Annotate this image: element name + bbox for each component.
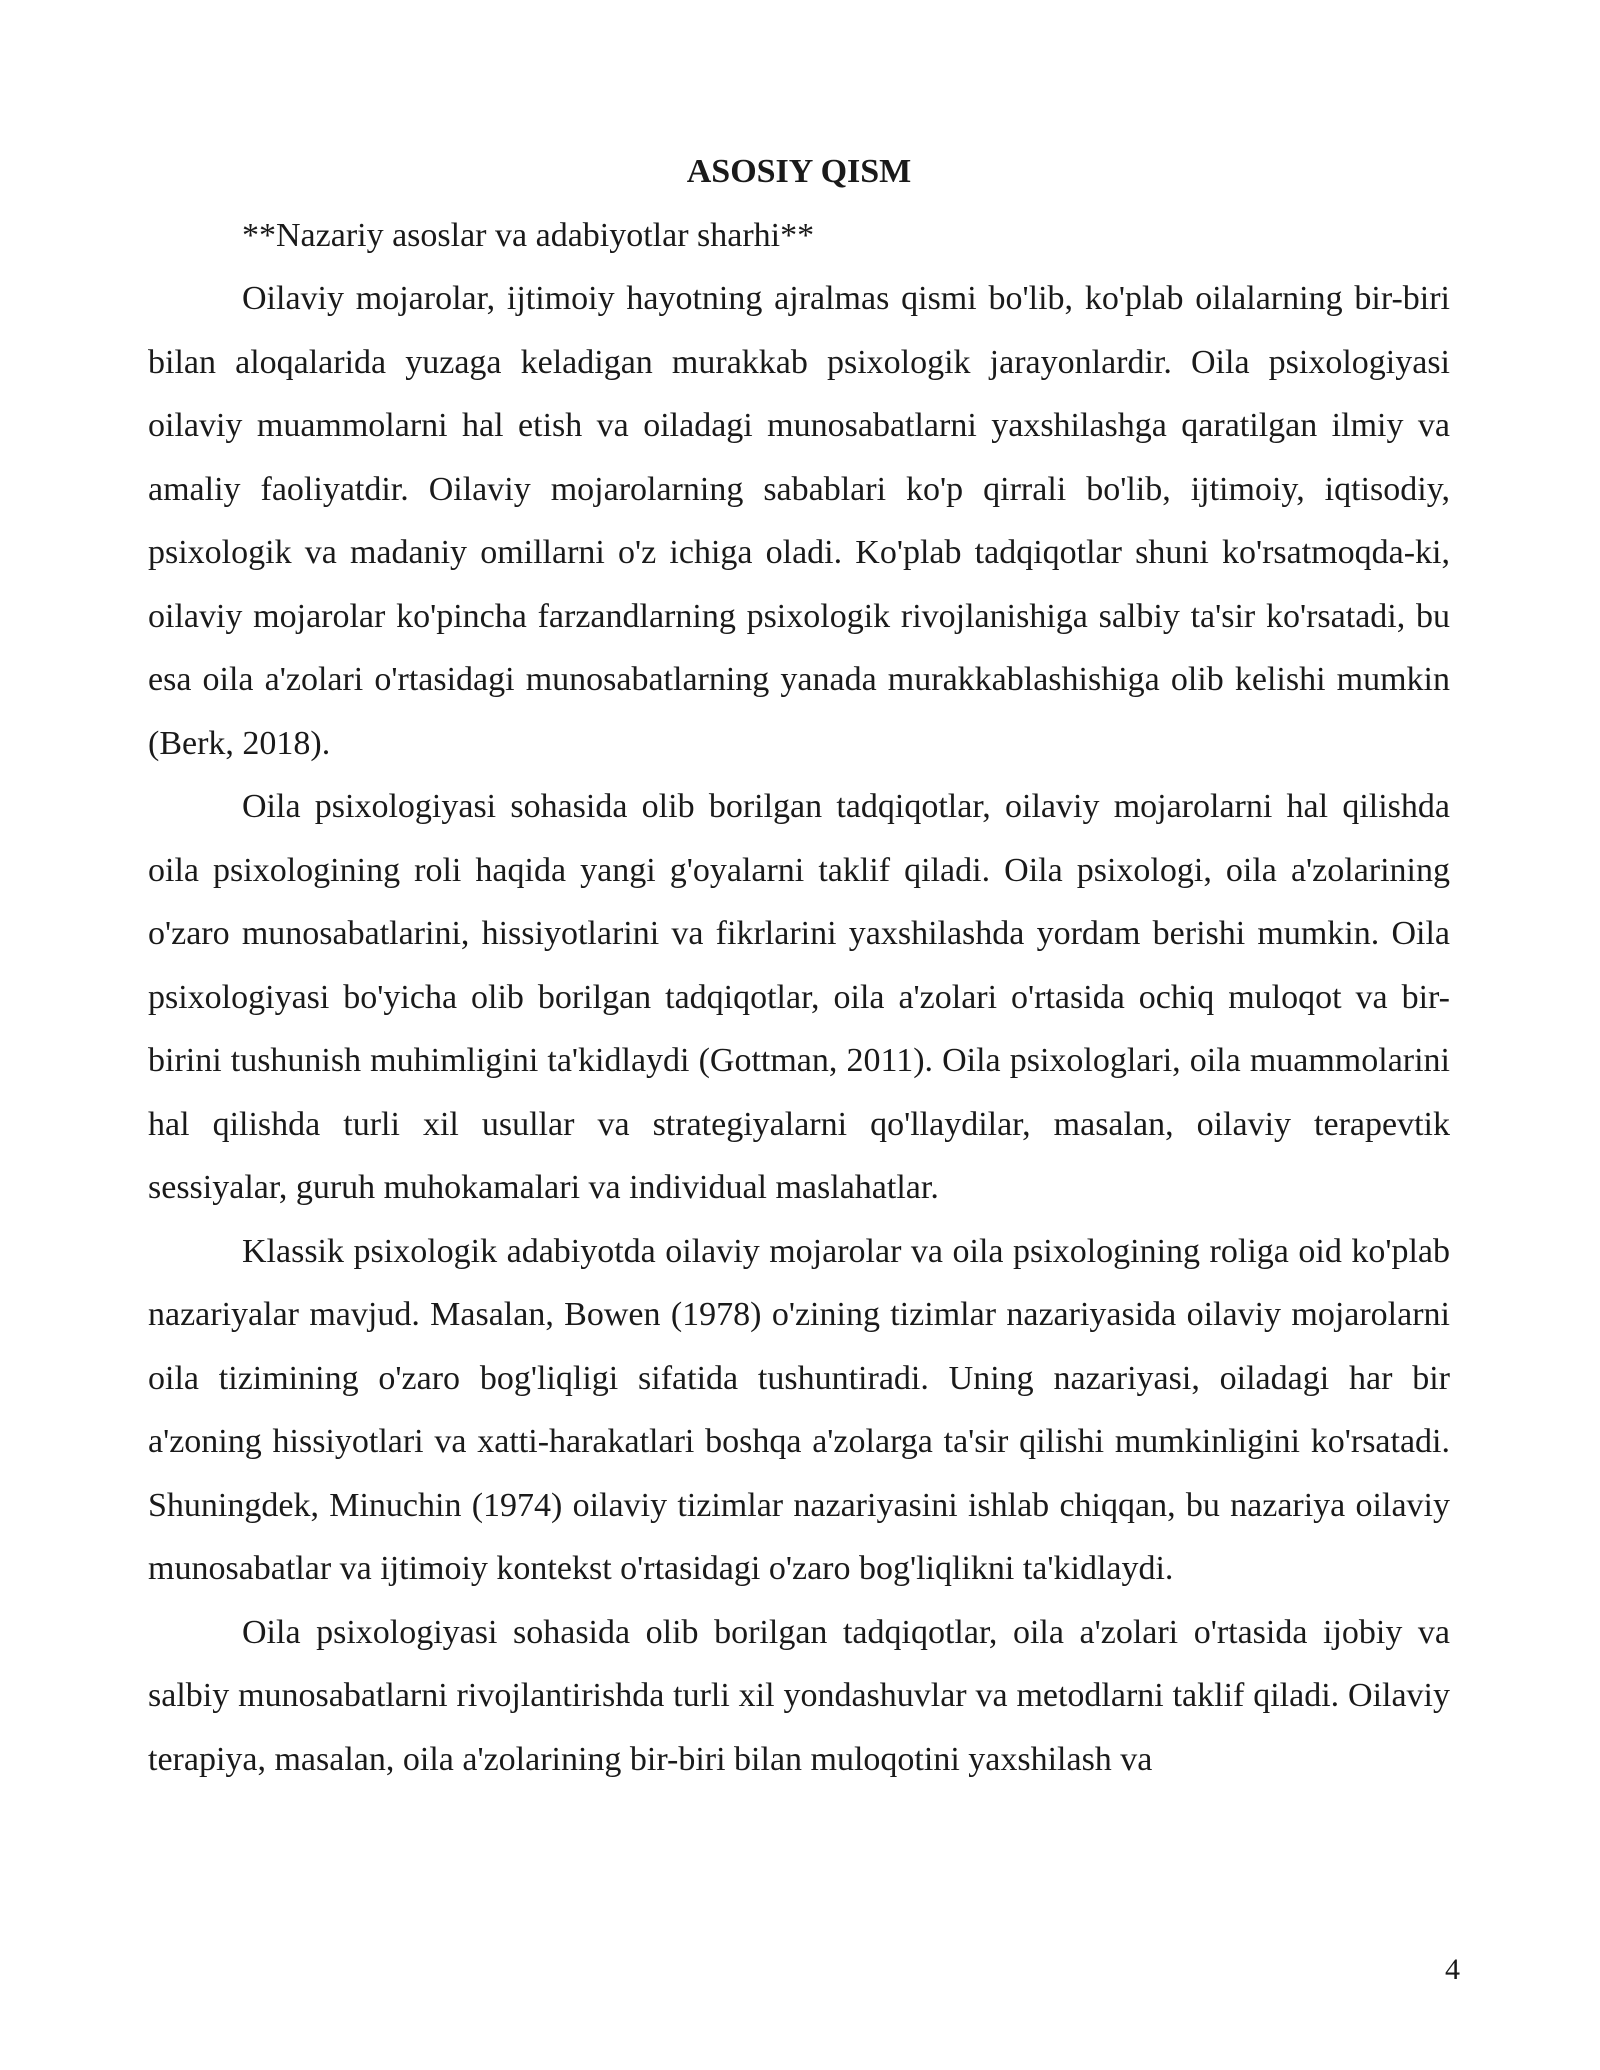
paragraph: Oila psixologiyasi sohasida olib borilgan tadqiqotlar, oila a'zolari o'rtasida ijobiy va salbiy munosabatlarni rivojlantirishda turli xil yondashuvlar va metodlarni taklif qiladi. Oilaviy terapiya, masalan, oila a'zolarining bir-biri bilan muloqotini yaxshilash va [148, 1613, 1450, 1778]
page-content [148, 140, 1450, 1791]
section-title: ASOSIY QISM [686, 153, 912, 190]
page-number: 4 [1445, 1953, 1460, 1986]
section-subheading: **Nazariy asoslar va adabiyotlar sharhi** [242, 216, 815, 254]
paragraph: Oila psixologiyasi sohasida olib borilgan tadqiqotlar, oilaviy mojarolarni hal qilishda oila psixologining roli haqida yangi g'oyalarni taklif qiladi. Oila psixologi, oila a'zolarining o'zaro munosabatlarini, hissiyotlarini va fikrlarini yaxshilashda yordam berishi mumkin. Oila psixologiyasi bo'yicha olib borilgan tadqiqotlar, oila a'zolari o'rtasida ochiq muloqot va bir-birini tushunish muhimligini ta'kidlaydi (Gottman, 2011). Oila psixologlari, oila muammolarini hal qilishda turli xil usullar va strategiyalarni qo'llaydilar, masalan, oilaviy terapevtik sessiyalar, guruh muhokamalari va individual maslahatlar. [148, 788, 1450, 1206]
paragraph: Oilaviy mojarolar, ijtimoiy hayotning ajralmas qismi bo'lib, ko'plab oilalarning bir-biri bilan aloqalarida yuzaga keladigan murakkab psixologik jarayonlardir. Oila psixologiyasi oilaviy muammolarni hal etish va oiladagi munosabatlarni yaxshilashga qaratilgan ilmiy va amaliy faoliyatdir. Oilaviy mojarolarning sabablari ko'p qirrali bo'lib, ijtimoiy, iqtisodiy, psixologik va madaniy omillarni o'z ichiga oladi. Ko'plab tadqiqotlar shuni ko'rsatmoqda-ki, oilaviy mojarolar ko'pincha farzandlarning psixologik rivojlanishiga salbiy ta'sir ko'rsatadi, bu esa oila a'zolari o'rtasidagi munosabatlarning yanada murakkablashishiga olib kelishi mumkin (Berk, 2018). [148, 280, 1450, 762]
paragraph: Klassik psixologik adabiyotda oilaviy mojarolar va oila psixologining roliga oid ko'plab nazariyalar mavjud. Masalan, Bowen (1978) o'zining tizimlar nazariyasida oilaviy mojarolarni oila tizimining o'zaro bog'liqligi sifatida tushuntiradi. Uning nazariyasi, oiladagi har bir a'zoning hissiyotlari va xatti-harakatlari boshqa a'zolarga ta'sir qilishi mumkinligini ko'rsatadi. Shuningdek, Minuchin (1974) oilaviy tizimlar nazariyasini ishlab chiqqan, bu nazariya oilaviy munosabatlar va ijtimoiy kontekst o'rtasidagi o'zaro bog'liqlikni ta'kidlaydi. [148, 1232, 1450, 1587]
